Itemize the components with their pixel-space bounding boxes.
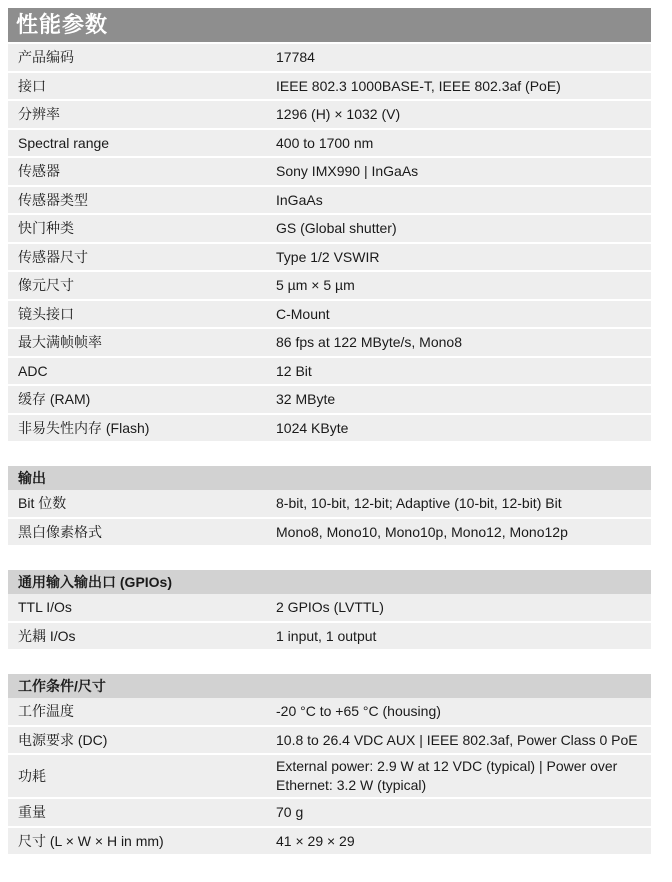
spec-label: 缓存 (RAM) [8,385,264,414]
spec-label: 工作温度 [8,698,264,726]
table-row [8,300,651,329]
table-row [8,243,651,272]
table-row [8,157,651,186]
spec-label: 镜头接口 [8,300,264,329]
page-title: 性能参数 [8,8,651,42]
spec-value: 32 MByte [264,385,651,414]
spec-label: 像元尺寸 [8,271,264,300]
spec-value: 12 Bit [264,357,651,386]
spec-label: TTL I/Os [8,594,264,622]
spec-value: External power: 2.9 W at 12 VDC (typical) | Power over Ethernet: 3.2 W (typical) [264,754,651,798]
table-row [8,385,651,414]
spec-sheet [8,8,651,856]
spec-value: Mono8, Mono10, Mono10p, Mono12, Mono12p [264,518,651,547]
spec-value: Sony IMX990 | InGaAs [264,157,651,186]
spec-label: Bit 位数 [8,490,264,518]
table-row [8,798,651,827]
spec-value: 1024 KByte [264,414,651,443]
table-row [8,518,651,547]
section-spacer [8,650,651,674]
spec-value: 1 input, 1 output [264,622,651,651]
spec-label: ADC [8,357,264,386]
spec-value: 17784 [264,44,651,72]
section-spacer [8,442,651,466]
table-row [8,827,651,856]
table-row [8,726,651,755]
table-row [8,414,651,443]
table-row [8,490,651,518]
section-title: 输出 [8,466,651,490]
spec-value: 2 GPIOs (LVTTL) [264,594,651,622]
section-header [8,466,651,490]
spec-label: 传感器类型 [8,186,264,215]
spec-value: InGaAs [264,186,651,215]
spec-value: 8-bit, 10-bit, 12-bit; Adaptive (10-bit, 12-bit) Bit [264,490,651,518]
spec-label: 黑白像素格式 [8,518,264,547]
table-row [8,594,651,622]
table-row [8,186,651,215]
spec-label: 重量 [8,798,264,827]
spec-value: Type 1/2 VSWIR [264,243,651,272]
spec-label: 尺寸 (L × W × H in mm) [8,827,264,856]
spec-value: 1296 (H) × 1032 (V) [264,100,651,129]
table-row [8,271,651,300]
section-title: 通用输入输出口 (GPIOs) [8,570,651,594]
table-row [8,754,651,798]
spec-label: 传感器 [8,157,264,186]
spec-value: 86 fps at 122 MByte/s, Mono8 [264,328,651,357]
table-row [8,698,651,726]
table-row [8,357,651,386]
table-row [8,328,651,357]
table-row [8,100,651,129]
spec-label: 产品编码 [8,44,264,72]
spec-value: C-Mount [264,300,651,329]
spec-value: 400 to 1700 nm [264,129,651,158]
spec-value: GS (Global shutter) [264,214,651,243]
spec-value: 10.8 to 26.4 VDC AUX | IEEE 802.3af, Power Class 0 PoE [264,726,651,755]
spec-table [8,44,651,856]
spec-label: Spectral range [8,129,264,158]
spec-value: 5 µm × 5 µm [264,271,651,300]
table-row [8,129,651,158]
section-header [8,570,651,594]
spec-value: 70 g [264,798,651,827]
spec-label: 接口 [8,72,264,101]
spec-label: 电源要求 (DC) [8,726,264,755]
table-row [8,214,651,243]
spec-label: 非易失性内存 (Flash) [8,414,264,443]
section-spacer [8,546,651,570]
section-header [8,674,651,698]
spec-value: -20 °C to +65 °C (housing) [264,698,651,726]
spec-label: 快门种类 [8,214,264,243]
spec-label: 光耦 I/Os [8,622,264,651]
table-row [8,72,651,101]
spec-label: 传感器尺寸 [8,243,264,272]
section-title: 工作条件/尺寸 [8,674,651,698]
spec-value: 41 × 29 × 29 [264,827,651,856]
spec-label: 最大满帧帧率 [8,328,264,357]
table-row [8,44,651,72]
table-row [8,622,651,651]
spec-value: IEEE 802.3 1000BASE-T, IEEE 802.3af (PoE) [264,72,651,101]
spec-label: 分辨率 [8,100,264,129]
spec-label: 功耗 [8,754,264,798]
